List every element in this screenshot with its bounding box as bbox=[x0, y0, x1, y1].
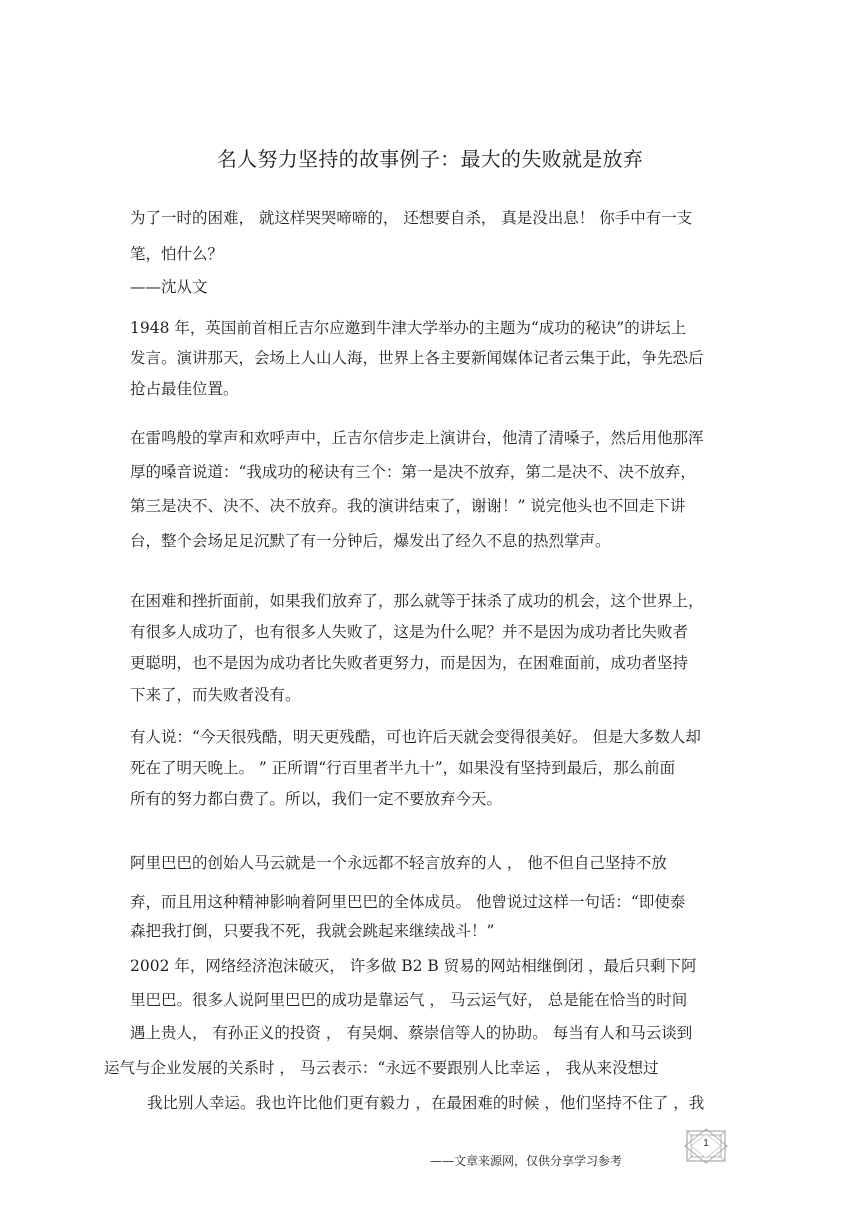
body-line: 森把我打倒，只要我不死，我就会跳起来继续战斗！” bbox=[130, 922, 495, 940]
body-line: 下来了，而失败者没有。 bbox=[130, 686, 301, 704]
body-line: 阿里巴巴的创始人马云就是一个永远都不轻言放弃的人 ， 他不但自己坚持不放 bbox=[130, 854, 667, 872]
body-line: 运气与企业发展的关系时 ， 马云表示：“永远不要跟别人比幸运 ， 我从来没想过 bbox=[104, 1059, 659, 1077]
body-line: 我比别人幸运。我也许比他们更有毅力 ，在最困难的时候 ，他们坚持不住了 ，我 bbox=[147, 1094, 705, 1112]
body-line: 抢占最佳位置。 bbox=[130, 380, 239, 398]
body-line: 有人说：“今天很残酷，明天更残酷，可也许后天就会变得很美好。 但是大多数人却 bbox=[130, 728, 701, 746]
body-line: 为了一时的困难， 就这样哭哭啼啼的， 还想要自杀， 真是没出息！ 你手中有一支 bbox=[130, 209, 693, 227]
page-number-badge bbox=[684, 1128, 728, 1164]
body-line: 在雷鸣般的掌声和欢呼声中，丘吉尔信步走上演讲台，他清了清嗓子，然后用他那浑 bbox=[130, 429, 704, 447]
body-line: 发言。演讲那天，会场上人山人海，世界上各主要新闻媒体记者云集于此，争先恐后 bbox=[130, 349, 704, 367]
body-line: 厚的嗓音说道：“我成功的秘诀有三个：第一是决不放弃，第二是决不、决不放弃， bbox=[130, 463, 696, 481]
body-line: 第三是决不、决不、决不放弃。我的演讲结束了，谢谢！” 说完他头也不回走下讲 bbox=[130, 497, 686, 515]
body-line: 在困难和挫折面前，如果我们放弃了，那么就等于抹杀了成功的机会，这个世界上， bbox=[130, 592, 704, 610]
body-line: 遇上贵人， 有孙正义的投资 ， 有吴炯、蔡崇信等人的协助。 每当有人和马云谈到 bbox=[130, 1024, 693, 1042]
body-line: 笔，怕什么？ bbox=[130, 245, 224, 263]
body-line: 所有的努力都白费了。所以，我们一定不要放弃今天。 bbox=[130, 790, 503, 808]
body-line: 死在了明天晚上。 ” 正所谓“行百里者半九十”，如果没有坚持到最后，那么前面 bbox=[130, 759, 676, 777]
quote-attribution: ——沈从文 bbox=[130, 278, 208, 296]
source-note: ——文章来源网，仅供分享学习参考 bbox=[430, 1154, 623, 1168]
body-line: 台，整个会场足足沉默了有一分钟后，爆发出了经久不息的热烈掌声。 bbox=[130, 532, 611, 550]
body-line: 有很多人成功了，也有很多人失败了，这是为什么呢？并不是因为成功者比失败者 bbox=[130, 623, 689, 641]
body-line: 1948 年，英国前首相丘吉尔应邀到牛津大学举办的主题为“成功的秘诀”的讲坛上 bbox=[130, 319, 687, 337]
page-number: 1 bbox=[703, 1138, 709, 1149]
body-line: 里巴巴。很多人说阿里巴巴的成功是靠运气 ， 马云运气好， 总是能在恰当的时间 bbox=[130, 991, 688, 1009]
body-line: 2002 年，网络经济泡沫破灭， 许多做 B2 B 贸易的网站相继倒闭 ，最后只剩下阿 bbox=[130, 957, 697, 975]
page-title: 名人努力坚持的故事例子：最大的失败就是放弃 bbox=[216, 147, 644, 171]
body-line: 弃，而且用这种精神影响着阿里巴巴的全体成员。 他曾说过这样一句话：“即使泰 bbox=[130, 893, 686, 911]
body-line: 更聪明，也不是因为成功者比失败者更努力，而是因为，在困难面前，成功者坚持 bbox=[130, 654, 689, 672]
